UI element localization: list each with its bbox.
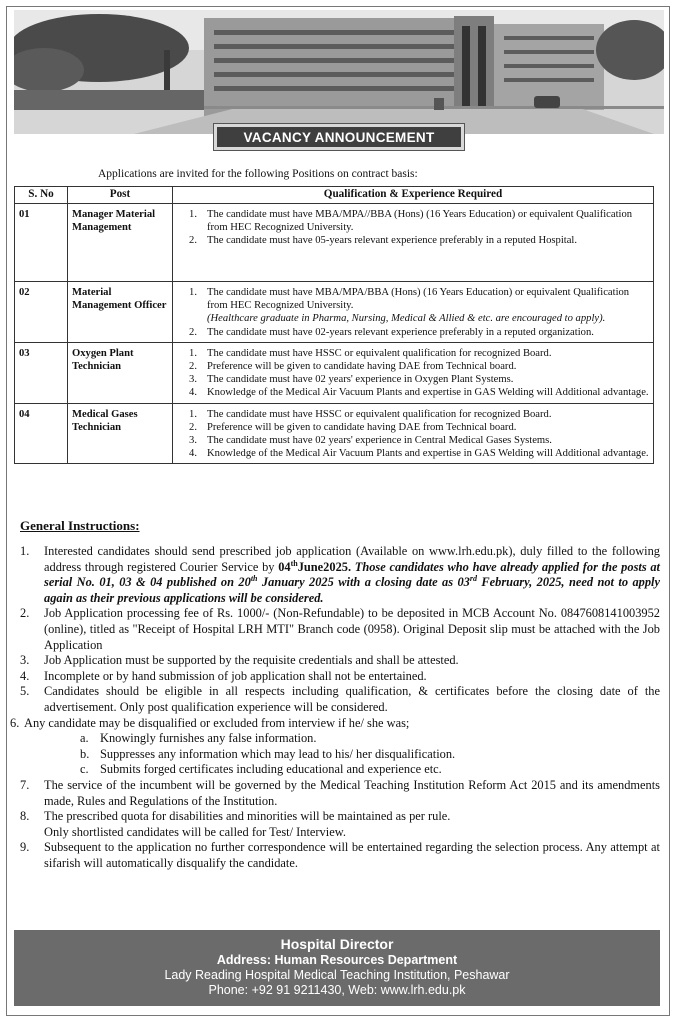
list-item: 2. The candidate must have 05-years relevant experience preferably in a reputed Hospital. <box>189 235 578 247</box>
row-sno: 03 <box>15 342 68 403</box>
instruction-1: 1. Interested candidates should send prescribed job application (Available on www.lrh.edu.pk), duly filled to the following address through registered Courier Service by 04thJune2025. Those candidates who have already applied for the posts at serial No. 01, 03 & 04 published on 20th January 2025 with a closing date as 03rd February, 2025, need not to apply again as their previous applications will be considered. <box>20 544 661 605</box>
list-item: 2. Preference will be given to candidate having DAE from Technical board. <box>189 421 517 433</box>
table-row <box>15 204 654 282</box>
row-sno: 01 <box>15 204 68 282</box>
list-item: 1. The candidate must have MBA/MPA//BBA (Hons) (16 Years Education) or equivalent Qualification from HEC Recognized University. <box>189 209 633 234</box>
positions-table <box>14 186 654 464</box>
footer-institution: Lady Reading Hospital Medical Teaching Institution, Peshawar <box>164 968 510 982</box>
row-qualifications <box>173 282 654 343</box>
list-item: 4. Knowledge of the Medical Air Vacuum Plants and expertise in GAS Welding will Additional advantage. <box>189 448 649 460</box>
row-post: Oxygen Plant Technician <box>68 342 173 403</box>
row-qualifications <box>173 403 654 464</box>
row-post: Medical Gases Technician <box>68 403 173 464</box>
sub-item-a: a. Knowingly furnishes any false information. <box>80 731 317 746</box>
general-instructions <box>10 544 661 871</box>
table-row <box>15 403 654 464</box>
instruction-8: 8. The prescribed quota for disabilities and minorities will be maintained as per rule. <box>20 809 451 824</box>
instruction-5: 5. Candidates should be eligible in all respects including qualification, & certificates before the closing date of the advertisement. Only post qualification experience will be considered. <box>20 684 660 714</box>
intro-text: Applications are invited for the following Positions on contract basis: <box>98 168 418 180</box>
sub-item-c: c. Submits forged certificates including educational and experience etc. <box>80 762 442 777</box>
general-instructions-title: General Instructions: <box>20 518 140 533</box>
table-row <box>15 282 654 343</box>
hospital-building-photo <box>14 10 664 134</box>
row-sno: 02 <box>15 282 68 343</box>
list-item: 1. The candidate must have HSSC or equivalent qualification for recognized Board. <box>189 347 552 359</box>
list-item: 2. The candidate must have 02-years relevant experience preferably in a reputed organization. <box>189 326 594 338</box>
row-post: Material Management Officer <box>68 282 173 343</box>
instruction-3: 3. Job Application must be supported by the requisite credentials and shall be attested. <box>20 653 459 668</box>
footer-contact: Phone: +92 91 9211430, Web: www.lrh.edu.pk <box>208 983 466 997</box>
table-header-row <box>15 187 654 204</box>
list-item: 3. The candidate must have 02 years' experience in Oxygen Plant Systems. <box>189 374 514 386</box>
instruction-2: 2. Job Application processing fee of Rs. 1000/- (Non-Refundable) to be deposited in MCB Account No. 0847608141003952 (online), titled as "Receipt of Hospital LRH MTI" Branch code (0958). Original Deposit slip must be attached with the Job Application <box>20 606 660 652</box>
list-item: 1. The candidate must have MBA/MPA/BBA (Hons) (16 Years Education) or equivalent Qualification from HEC Recognized University. (Healthcare graduate in Pharma, Nursing, Medical & Allied & etc. are encouraged to apply). <box>189 287 630 325</box>
footer-title: Hospital Director <box>280 936 394 952</box>
row-qualifications <box>173 342 654 403</box>
instruction-6: 6. Any candidate may be disqualified or excluded from interview if he/ she was; <box>10 715 410 730</box>
table-row <box>15 342 654 403</box>
instruction-7: 7. The service of the incumbent will be governed by the Medical Teaching Institution Reform Act 2015 and its amendments made, Rules and Regulations of the Institution. <box>20 777 660 808</box>
row-post: Manager Material Management <box>68 204 173 282</box>
vacancy-announcement-banner: VACANCY ANNOUNCEMENT <box>214 124 464 150</box>
encouraged-note: (Healthcare graduate in Pharma, Nursing, Medical & Allied & etc. are encouraged to apply). <box>207 313 606 325</box>
instruction-9: 9. Subsequent to the application no further correspondence will be entertained regarding the selection process. Any attempt at sifarish will automatically disqualify the candidate. <box>20 840 660 870</box>
instruction-8-shortlist: Only shortlisted candidates will be called for Test/ Interview. <box>44 824 346 839</box>
list-item: 2. Preference will be given to candidate having DAE from Technical board. <box>189 361 517 373</box>
row-sno: 04 <box>15 403 68 464</box>
row-qualifications <box>173 204 654 282</box>
header-qualification: Qualification & Experience Required <box>173 187 654 204</box>
sub-item-b: b. Suppresses any information which may lead to his/ her disqualification. <box>80 746 456 761</box>
header-post: Post <box>68 187 173 204</box>
list-item: 4. Knowledge of the Medical Air Vacuum Plants and expertise in GAS Welding will Additional advantage. <box>189 387 649 399</box>
footer-address: Address: Human Resources Department <box>216 953 458 967</box>
list-item: 3. The candidate must have 02 years' experience in Central Medical Gases Systems. <box>189 435 552 447</box>
list-item: 1. The candidate must have HSSC or equivalent qualification for recognized Board. <box>189 408 552 420</box>
header-sno: S. No <box>15 187 68 204</box>
contact-footer <box>14 930 660 1006</box>
instruction-4: 4. Incomplete or by hand submission of job application shall not be entertained. <box>20 668 427 683</box>
